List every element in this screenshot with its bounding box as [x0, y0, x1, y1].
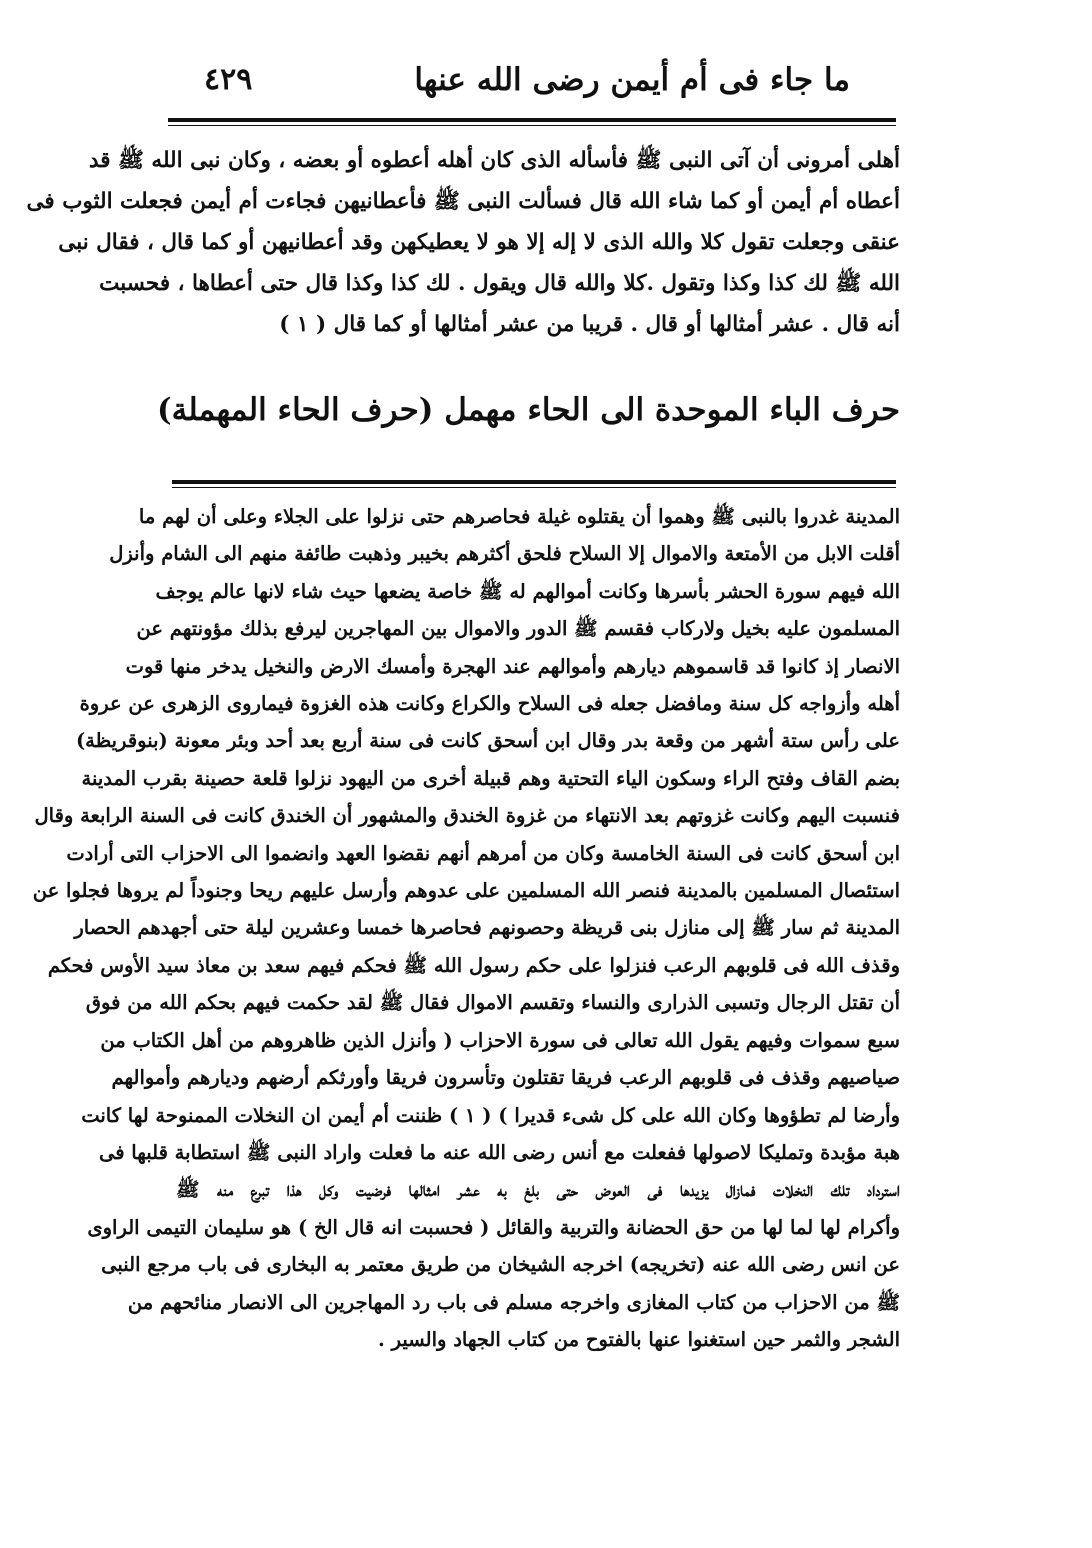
text-line: هبة مؤبدة وتمليكا لاصولها ففعلت مع أنس رضى الله عنه ما فعلت واراد النبى ﷺ استطابة قلبها فى	[98, 1140, 900, 1164]
text-line: أهله وأزواجه كل سنة ومافضل جعله فى السلاح والكراع وكانت هذه الغزوة فيماروى الزهرى عن عروة	[79, 692, 900, 716]
text-line: المدينة ثم سار ﷺ إلى منازل بنى قريظة وحصونهم فحاصرها خمسا وعشرين ليلة حتى أجهدهم الحصار	[74, 916, 900, 940]
header-rule	[168, 118, 896, 126]
text-line: الله ﷺ لك كذا وكذا وتقول .كلا والله قال ويقول . لك كذا وكذا قال حتى أعطاها ، فحسبت	[99, 271, 900, 296]
text-line: المدينة غدروا بالنبى ﷺ وهموا أن يقتلوه غيلة فحاصرهم حتى نزلوا على الجلاء وعلى أن لهم ما	[138, 505, 900, 528]
text-line: سبع سموات وفيهم يقول الله تعالى فى سورة الاحزاب ( وأنزل الذين ظاهروهم من أهل الكتاب من	[100, 1028, 900, 1052]
text-line: عن انس رضى الله عنه (تخريجه) اخرجه الشيخان من طريق معتمر به البخارى فى باب مرجع النبى	[101, 1253, 900, 1277]
text-line: أنه قال . عشر أمثالها أو قال . قريبا من عشر أمثالها أو كما قال ( ١ )	[279, 312, 900, 337]
text-line: الله فيهم سورة الحشر بأسرها وكانت أموالهم له ﷺ خاصة يضعها حيث شاء لانها عالم يوجف	[155, 579, 900, 603]
top-paragraph	[26, 140, 900, 345]
text-line: وأكرام لها لما لها من حق الحضانة والتربية والقائل ( فحسبت انه قال الخ ) هو سليمان التيمى الراوى	[87, 1215, 900, 1239]
text-line: وقذف الله فى قلوبهم الرعب فنزلوا على حكم رسول الله ﷺ فحكم فيهم سعد بن معاذ سيد الأوس فحكم	[47, 953, 900, 977]
text-line: ابن أسحق كانت فى السنة الخامسة وكان من أمرهم أنهم نقضوا العهد وانضموا الى الاحزاب التى أرادت	[66, 841, 900, 865]
text-line: أهلى أمرونى أن آتى النبى ﷺ فأسأله الذى كان أهله أعطوه أو بعضه ، وكان نبى الله ﷺ قد	[88, 148, 900, 173]
text-line: فنسبت اليهم وكانت غزوتهم بعد الانتهاء من غزوة الخندق والمشهور أن الخندق كانت فى السنة الرابعة وقال	[34, 804, 900, 828]
page-header	[170, 58, 870, 110]
text-line: عنقى وجعلت تقول كلا والله الذى لا إله إلا هو لا يعطيكهن وقد أعطانيهن أو كما قال ، فقال نبى	[58, 230, 900, 255]
text-line: بضم القاف وفتح الراء وسكون الياء التحتية وهم قبيلة أخرى من اليهود نزلوا قلعة حصينة بقرب المدينة	[81, 766, 900, 790]
section-heading: حرف الباء الموحدة الى الحاء مهمل (حرف الحاء المهملة)	[156, 392, 900, 428]
commentary-paragraph	[32, 498, 900, 1358]
section-rule	[172, 480, 896, 488]
page-number: ٤٢٩	[204, 62, 253, 97]
text-line: الشجر والثمر حين استغنوا عنها بالفتوح من كتاب الجهاد والسير .	[378, 1327, 900, 1351]
text-line: ﷺ من الاحزاب من كتاب المغازى واخرجه مسلم فى باب رد المهاجرين الى الانصار منائحهم من	[127, 1290, 900, 1314]
text-line: استرداد تلك النخلات فمازال يزيدها فى العوض حتى بلغ به عشر امثالها فرضيت وكل هذا تبرع منه ﷺ	[176, 1178, 900, 1202]
text-line: الانصار إذ كانوا قد قاسموهم ديارهم وأموالهم عند الهجرة وأمسك الارض والنخيل يدخر منها قوت	[125, 654, 900, 678]
text-line: أعطاه أم أيمن أو كما شاء الله قال فسألت النبى ﷺ فأعطانيهن فجاءت أم أيمن فجعلت الثوب فى	[26, 189, 900, 214]
text-line: صياصيهم وقذف فى قلوبهم الرعب فريقا تقتلون وتأسرون فريقا وأورثكم أرضهم وديارهم وأموالهم	[111, 1066, 900, 1090]
text-line: على رأس ستة أشهر من وقعة بدر وقال ابن أسحق كانت فى سنة أربع بعد أحد وبئر معونة (بنوقريظة)	[75, 729, 900, 753]
text-line: المسلمون عليه بخيل ولاركاب فقسم ﷺ الدور والاموال بين المهاجرين ليرفع بذلك مؤونتهم عن	[136, 617, 900, 641]
running-title: ما جاء فى أم أيمن رضى الله عنها	[414, 62, 850, 98]
text-line: أقلت الابل من الأمتعة والاموال إلا السلاح فلحق أكثرهم بخيبر وذهبت طائفة منهم الى الشام وأنزل	[109, 542, 900, 566]
text-line: أن تقتل الرجال وتسبى الذرارى والنساء وتقسم الاموال فقال ﷺ لقد حكمت فيهم بحكم الله من فوق	[85, 991, 900, 1015]
text-line: وأرضا لم تطؤوها وكان الله على كل شىء قديرا ) ( ١ ) ظننت أم أيمن ان النخلات الممنوحة لها كانت	[81, 1103, 900, 1127]
text-line: استئصال المسلمين بالمدينة فنصر الله المسلمين على عدوهم وأرسل عليهم ريحا وجنوداً لم يروها فجلوا عن	[32, 879, 900, 903]
